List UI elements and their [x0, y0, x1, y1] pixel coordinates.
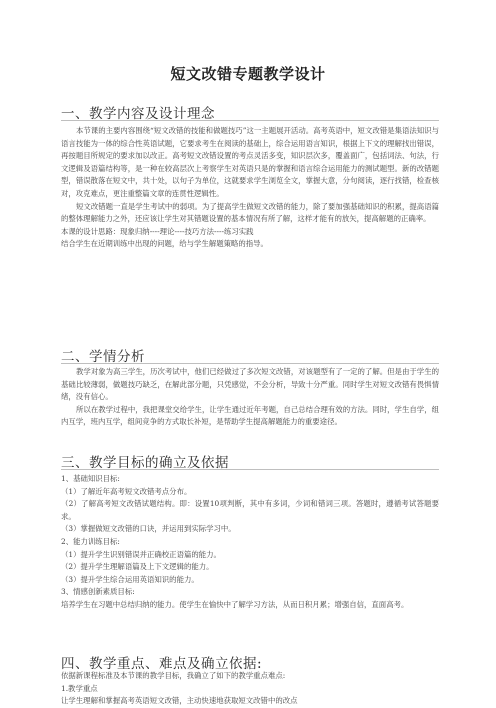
list-item: （3）掌握做短文改错的口诀，并运用到实际学习中。 [61, 524, 236, 534]
list-item: （2）了解高考短文改错试题结构。即：设置10项判断，其中有多词，少词和错词三项。答题时，遵循考试答题要求。 [61, 499, 439, 521]
document-title: 短文改错专题教学设计 [170, 65, 326, 83]
section-body-content [61, 125, 439, 251]
paragraph: 本节课的主要内容围绕“短文改错的技能和做题技巧”这一主题展开活动。高考英语中，短文改错是集语法知识与语言技能为一体的综合性英语试题，它要求考生在阅读的基础上，综合运用语言知识，根据上下文的理解找出错误，再按题目所规定的要求加以改正。高考短文改错设置的考点灵活多变，知识层次多，覆盖面广，包括词法、句法，行文逻辑及语篇结构等，是一种在较高层次上考察学生对英语只是的掌握和语言综合运用能力的测试题型。新的改错题型，错误散落在短文中，共十处，以句子为单位，这就要求学生浏览全文，掌握大意，分句阅读，逐行找错，检查核对，攻克难点，更注重整篇文章的连贯性逻辑性。 [61, 126, 439, 198]
paragraph: 本课的设计思路：现象归纳----理论----技巧方法----练习实践 [61, 226, 254, 236]
list-item: （1）提升学生识别错误并正确校正语篇的能力。 [61, 549, 221, 559]
section-divider [61, 120, 439, 121]
section-body-objectives [61, 473, 439, 612]
section-divider [61, 469, 439, 470]
list-item: （1）了解近年高考短文改错考点分布。 [61, 486, 192, 496]
list-item: 2、能力训练目标: [61, 536, 120, 546]
paragraph: 短文改错题一直是学生考试中的弱项。为了提高学生做短文改错的能力，除了要加强基础知识的积累，提高语篇的整体理解能力之外，还应该让学生对其错题设置的基本情况有所了解，这样才能有的放矢，提高解题的正确率。 [61, 201, 439, 224]
section-heading-students: 二、学情分析 [61, 349, 145, 365]
list-item: 培养学生在习题中总结归纳的能力。使学生在愉快中了解学习方法，从而日积月累；增强自信，直面高考。 [61, 599, 409, 609]
list-item: 1.教学重点 [61, 683, 98, 693]
paragraph: 结合学生在近期训练中出现的问题，给与学生解题策略的指导。 [61, 239, 268, 249]
list-item: （3）提升学生综合运用英语知识的能力。 [61, 574, 199, 584]
list-item: 让学生理解和掌握高考英语短文改错，主动快速地获取短文改错中的改点 [61, 696, 298, 706]
section-heading-objectives: 三、教学目标的确立及依据 [61, 455, 229, 471]
list-item: 1、基础知识目标: [61, 474, 120, 483]
list-item: 依据新课程标准及本节课的教学目标，我确立了如下的教学重点难点: [61, 671, 286, 680]
section-heading-key-points: 四、教学重点、难点及确立依据: [61, 656, 263, 672]
list-item: （2）提升学生理解语篇及上下文逻辑的能力。 [61, 562, 214, 572]
section-body-students [61, 366, 439, 429]
paragraph: 教学对象为高三学生，历次考试中，他们已经做过了多次短文改错，对该题型有了一定的了解。但是由于学生的基础比较薄弱，做题技巧缺乏，在解此部分题，只凭感觉，不会分析，导致十分严重。同时学生对短文改错有畏惧情绪，没有信心。 [61, 367, 439, 402]
paragraph: 所以在教学过程中，我把课堂交给学生，让学生通过近年考题，自己总结合理有效的方法。同时，学生自学，组内互学，班内互学，组间竞争的方式取长补短，是帮助学生提高解题能力的重要途径。 [61, 404, 439, 427]
section-heading-content: 一、教学内容及设计理念 [61, 106, 215, 122]
section-body-key-points [61, 670, 439, 708]
section-divider [61, 363, 439, 364]
list-item: 3、情感创新素质目标: [61, 587, 135, 597]
